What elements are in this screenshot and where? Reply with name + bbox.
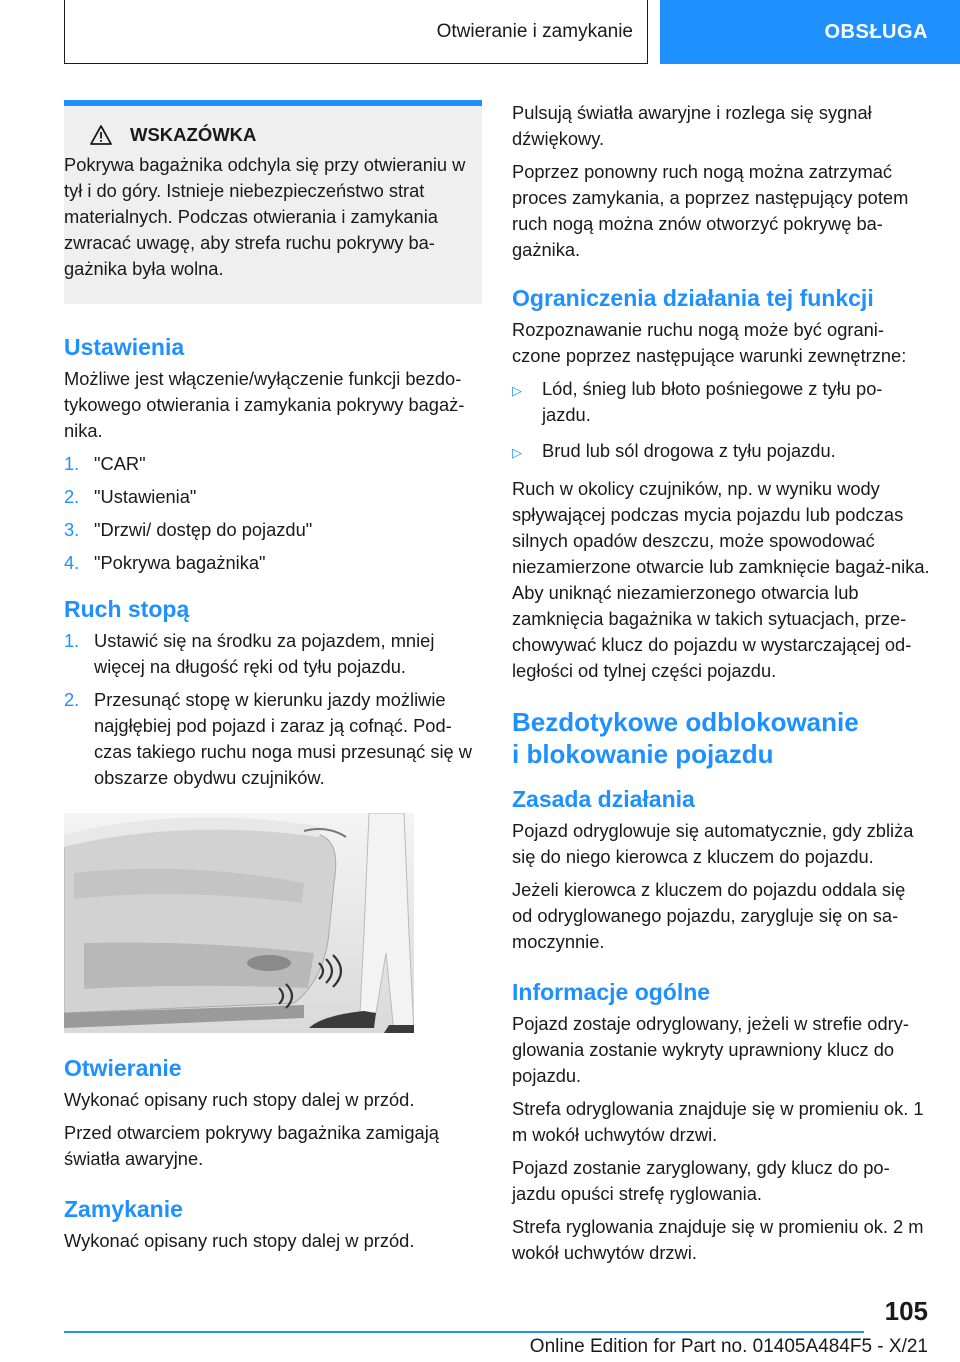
- list-item: [64, 484, 482, 510]
- closing-p1: Wykonać opisany ruch stopy dalej w przód.: [64, 1230, 415, 1251]
- step-number: 1.: [64, 630, 80, 651]
- step-number: 2.: [64, 486, 80, 507]
- heading-closing: Zamykanie: [64, 1196, 183, 1222]
- warning-triangle-icon: [90, 125, 112, 145]
- step-text: Ustawić się na środku za pojazdem, mniej więcej na długość ręki od tyłu pojazdu.: [94, 630, 435, 677]
- section-tab: [660, 0, 960, 64]
- general-p4: Strefa ryglowania znajduje się w promieniu ok. 2 m wokół uchwytów drzwi.: [512, 1216, 924, 1263]
- heading-settings: Ustawienia: [64, 334, 185, 360]
- footer-divider: [64, 1331, 864, 1333]
- car-trunk-foot-illustration: [64, 813, 414, 1033]
- heading-limits: Ograniczenia działania tej funkcji: [512, 285, 874, 311]
- triangle-bullet-icon: ▷: [512, 383, 522, 398]
- step-number: 2.: [64, 689, 80, 710]
- step-text: "Ustawienia": [94, 486, 197, 507]
- list-item: [64, 687, 482, 791]
- heading-keyless: [512, 706, 930, 770]
- right-p2: Poprzez ponowny ruch nogą można zatrzymać proces zamykania, a poprzez następujący potem ruch nogą można znów otworzyć pokrywę ba-gażnika.: [512, 161, 909, 260]
- warning-text: Pokrywa bagażnika odchyla się przy otwieraniu w tył i do góry. Istnieje niebezpieczeństwo strat materialnych. Podczas otwierania i zamykania zwracać uwagę, aby strefa ruchu pokrywy ba-gażnika była wolna.: [64, 154, 466, 279]
- opening-p2: Przed otwarciem pokrywy bagażnika zamigają światła awaryjne.: [64, 1122, 439, 1169]
- settings-steps: [64, 451, 482, 576]
- warning-title-text: WSKAZÓWKA: [130, 124, 257, 145]
- list-item: [64, 628, 482, 680]
- chapter-title-text: Otwieranie i zamykanie: [436, 20, 633, 42]
- opening-p1: Wykonać opisany ruch stopy dalej w przód.: [64, 1089, 415, 1110]
- general-p2: Strefa odryglowania znajduje się w promieniu ok. 1 m wokół uchwytów drzwi.: [512, 1098, 924, 1145]
- right-column: [512, 100, 930, 1273]
- heading-principle: Zasada działania: [512, 786, 695, 812]
- heading-keyless-line2: i blokowanie pojazdu: [512, 739, 774, 769]
- step-number: 3.: [64, 519, 80, 540]
- principle-p1: Pojazd odryglowuje się automatycznie, gdy zbliża się do niego kierowca z kluczem do pojazdu.: [512, 820, 914, 867]
- foot-steps: [64, 628, 482, 791]
- general-p1: Pojazd zostaje odryglowany, jeżeli w strefie odry-glowania zostanie wykryty uprawniony klucz do pojazdu.: [512, 1013, 909, 1086]
- step-text: "Pokrywa bagażnika": [94, 552, 266, 573]
- list-item: [64, 550, 482, 576]
- warning-title: [64, 124, 466, 146]
- general-p3: Pojazd zostanie zaryglowany, gdy klucz do po-jazdu opuści strefę ryglowania.: [512, 1157, 890, 1204]
- heading-foot-movement: Ruch stopą: [64, 596, 190, 622]
- step-text: "CAR": [94, 453, 146, 474]
- heading-general: Informacje ogólne: [512, 979, 711, 1005]
- principle-p2: Jeżeli kierowca z kluczem do pojazdu oddala się od odryglowanego pojazdu, zarygluje się on sa-moczynnie.: [512, 879, 906, 952]
- section-tab-text: OBSŁUGA: [824, 20, 928, 43]
- limits-paragraph: Ruch w okolicy czujników, np. w wyniku wody spływającej podczas mycia pojazdu lub podczas silnych opadów deszczu, może spowodować niezamierzone otwarcie lub zamknięcie bagaż-nika. Aby uniknąć niezamierzonego otwarcia lub zamknięcia bagażnika w takich sytuacjach, prze-chowywać klucz do pojazdu w wystarczającej od-ległości od tylnej części pojazdu.: [512, 478, 930, 681]
- heading-keyless-line1: Bezdotykowe odblokowanie: [512, 707, 859, 737]
- step-text: "Drzwi/ dostęp do pojazdu": [94, 519, 313, 540]
- list-item: [512, 438, 930, 466]
- list-item: [64, 451, 482, 477]
- step-number: 1.: [64, 453, 80, 474]
- bullet-text: Brud lub sól drogowa z tyłu pojazdu.: [542, 440, 836, 461]
- limits-bullets: [512, 376, 930, 466]
- left-column: [64, 100, 482, 1261]
- triangle-bullet-icon: ▷: [512, 445, 522, 460]
- list-item: [64, 517, 482, 543]
- heading-opening: Otwieranie: [64, 1055, 182, 1081]
- page-number: 105: [884, 1296, 928, 1326]
- step-number: 4.: [64, 552, 80, 573]
- bullet-text: Lód, śnieg lub błoto pośniegowe z tyłu po-jazdu.: [542, 378, 883, 425]
- warning-box: [64, 100, 482, 304]
- right-p1: Pulsują światła awaryjne i rozlega się sygnał dźwiękowy.: [512, 102, 872, 149]
- chapter-title: [64, 0, 648, 64]
- footer-edition: Online Edition for Part no. 01405A484F5 - X/21: [529, 1336, 928, 1357]
- step-text: Przesunąć stopę w kierunku jazdy możliwie najgłębiej pod pojazd i zaraz ją cofnąć. Pod-czas takiego ruchu noga musi przesunąć się w obszarze obydwu czujników.: [94, 689, 473, 788]
- limits-intro: Rozpoznawanie ruchu nogą może być ograni-czone poprzez następujące warunki zewnętrzne:: [512, 319, 907, 366]
- illustration-graphic: [64, 813, 414, 1033]
- list-item: [512, 376, 930, 428]
- settings-intro: Możliwe jest włączenie/wyłączenie funkcji bezdo-tykowego otwierania i zamykania pokrywy bagaż-nika.: [64, 368, 465, 441]
